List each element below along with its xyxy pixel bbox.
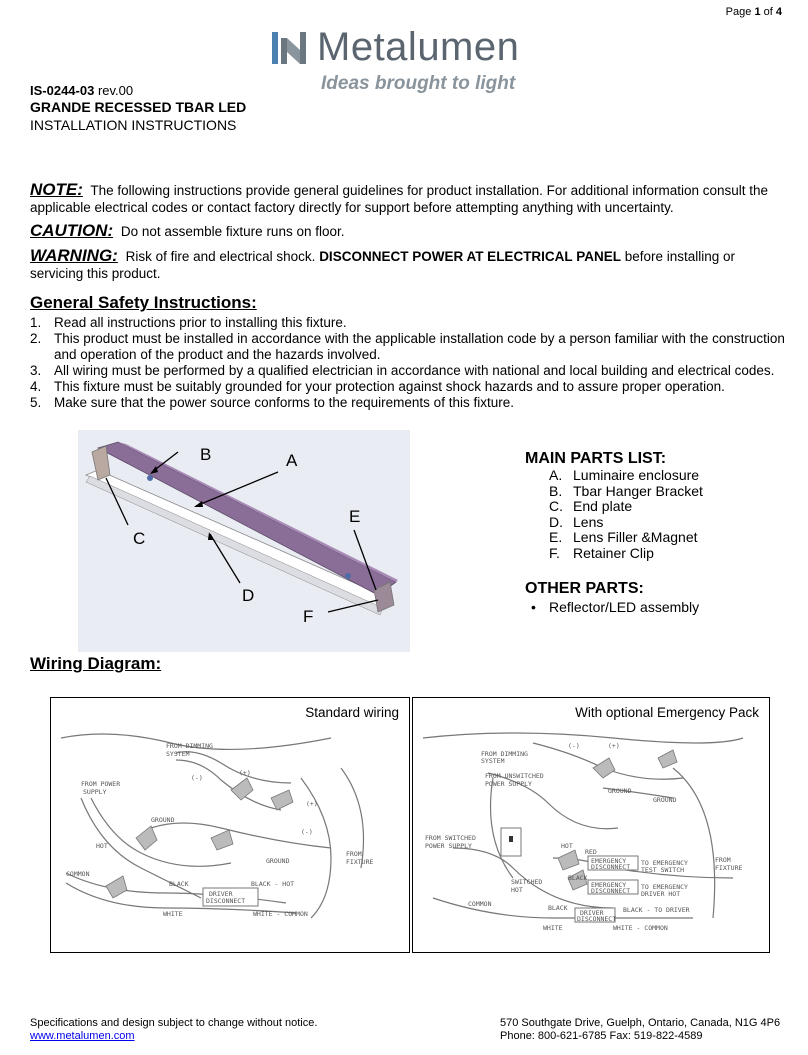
list-item: A. Luminaire enclosure <box>549 467 700 483</box>
wire-label: BLACK <box>568 874 588 882</box>
wire-label: FROM SWITCHED <box>425 834 476 842</box>
wire-label: DISCONNECT <box>206 897 246 905</box>
wire-label: FROM UNSWITCHED <box>485 772 544 780</box>
wire-label: GROUND <box>608 787 632 795</box>
callout-a: A <box>286 451 298 470</box>
wire-label: EMERGENCY <box>591 881 627 889</box>
callout-e: E <box>349 507 361 526</box>
standard-wiring-panel <box>50 697 410 953</box>
wire-label: SUPPLY <box>83 788 107 796</box>
bullet-icon: • <box>531 599 536 615</box>
wire-label: TEST SWITCH <box>641 866 685 874</box>
wire-label: (+) <box>608 742 620 750</box>
list-item: 1. Read all instructions prior to installing this fixture. <box>30 315 347 330</box>
wire-label: POWER SUPPLY <box>485 780 532 788</box>
wire-label: DRIVER <box>209 890 233 898</box>
list-item: B. Tbar Hanger Bracket <box>549 482 703 499</box>
other-parts-list <box>525 580 699 616</box>
footer-disclaimer: Specifications and design subject to change without notice. <box>30 1017 318 1029</box>
list-item: D. Lens <box>549 513 604 530</box>
wire-label: BLACK - TO DRIVER <box>623 906 690 914</box>
wire-label: SYSTEM <box>481 757 505 765</box>
wire-label: FIXTURE <box>346 858 374 866</box>
warning-paragraph: WARNING: Risk of fire and electrical shock. DISCONNECT POWER AT ELECTRICAL PANEL before installing or servicing this product. <box>30 246 736 281</box>
wire-label: BLACK <box>169 880 189 888</box>
callout-b: B <box>200 445 212 464</box>
wire-label: COMMON <box>66 870 90 878</box>
document-title: GRANDE RECESSED TBAR LED <box>30 99 247 115</box>
wire-label: FROM <box>346 850 362 858</box>
list-item: 4. This fixture must be suitably grounded for your protection against shock hazards and to assure proper operation. <box>30 379 725 394</box>
caution-paragraph: CAUTION: Do not assemble fixture runs on floor. <box>30 221 345 240</box>
list-item: 2. This product must be installed in accordance with the applicable installation code by a person familiar with the construction and operation of the product and the hazards involved. <box>30 331 785 362</box>
logo-wordmark: Metalumen <box>317 25 520 69</box>
wire-label: (+) <box>306 800 318 808</box>
callout-c: C <box>133 529 146 548</box>
wire-label: GROUND <box>266 857 290 865</box>
wire-label: SWITCHED <box>511 878 543 886</box>
wire-label: FROM POWER <box>81 780 121 788</box>
list-item: 3. All wiring must be performed by a qualified electrician in accordance with national and local building and electrical codes. <box>30 363 775 378</box>
wire-label: HOT <box>96 842 108 850</box>
list-item: F. Retainer Clip <box>549 544 654 561</box>
wire-label: TO EMERGENCY <box>641 859 688 867</box>
emergency-wiring-diagram <box>413 698 767 950</box>
other-parts-heading: OTHER PARTS: <box>525 580 644 597</box>
wire-label: RED <box>585 848 597 856</box>
standard-wiring-diagram <box>51 698 407 950</box>
wire-label: GROUND <box>653 796 677 804</box>
wire-label: WHITE - COMMON <box>253 910 308 918</box>
callout-d: D <box>242 586 255 605</box>
parts-heading: MAIN PARTS LIST: <box>525 450 667 467</box>
note-paragraph: NOTE: The following instructions provide general guidelines for product installation. For additional information consult the applicable electrical codes or contact factory directly for support before attempting anything with uncertainty. <box>30 180 769 215</box>
metalumen-logo-icon <box>272 30 306 64</box>
list-item: • Reflector/LED assembly <box>531 599 700 615</box>
website-link[interactable]: www.metalumen.com <box>30 1030 135 1042</box>
footer-address: 570 Southgate Drive, Guelph, Ontario, Canada, N1G 4P6 <box>500 1017 781 1029</box>
emergency-wiring-panel <box>412 697 770 953</box>
wire-label: (-) <box>301 828 313 836</box>
safety-heading: General Safety Instructions: <box>30 293 257 312</box>
wire-label: DISCONNECT <box>591 887 631 895</box>
wire-label: EMERGENCY <box>591 857 627 865</box>
document-id: IS-0244-03 rev.00 <box>30 83 134 98</box>
list-item: E. Lens Filler &Magnet <box>549 529 698 545</box>
footer-left <box>30 1017 317 1043</box>
wire-label: DISCONNECT <box>577 915 617 923</box>
wire-label: FIXTURE <box>715 864 743 872</box>
wiring-heading: Wiring Diagram: <box>30 654 162 673</box>
footer-right <box>500 1017 780 1043</box>
wire-label: TO EMERGENCY <box>641 883 688 891</box>
list-item: 5. Make sure that the power source conforms to the requirements of this fixture. <box>30 395 514 410</box>
wire-label: DISCONNECT <box>591 863 631 871</box>
wire-label: WHITE <box>163 910 183 918</box>
footer-phone: Phone: 800-621-6785 Fax: 519-822-4589 <box>500 1030 703 1042</box>
page-number: Page 1 of 4 <box>725 6 782 18</box>
main-parts-list <box>525 450 703 561</box>
wire-label: (+) <box>239 769 251 777</box>
wire-label: SYSTEM <box>166 750 190 758</box>
logo-tagline: Ideas brought to light <box>321 73 516 94</box>
wire-label: FROM <box>715 856 731 864</box>
wire-label: HOT <box>511 886 523 894</box>
safety-list <box>30 315 800 411</box>
wire-label: FROM DIMMING <box>481 750 528 758</box>
emergency-wiring-title: With optional Emergency Pack <box>575 705 759 720</box>
wire-label: BLACK <box>548 904 568 912</box>
wire-label: FROM DIMMING <box>166 742 213 750</box>
wire-label: DRIVER HOT <box>641 890 681 898</box>
list-item: C. End plate <box>549 498 633 514</box>
wire-label: WHITE <box>543 924 563 932</box>
wire-label: BLACK - HOT <box>251 880 295 888</box>
wire-label: HOT <box>561 842 573 850</box>
wire-label: (-) <box>568 742 580 750</box>
wire-label: POWER SUPPLY <box>425 842 472 850</box>
wire-label: (-) <box>191 774 203 782</box>
wire-label: WHITE - COMMON <box>613 924 668 932</box>
document-subtitle: INSTALLATION INSTRUCTIONS <box>30 117 237 133</box>
wire-label: DRIVER <box>580 909 604 917</box>
wire-label: GROUND <box>151 816 175 824</box>
callout-f: F <box>303 607 314 626</box>
wire-label: COMMON <box>468 900 492 908</box>
fixture-illustration <box>78 430 410 652</box>
standard-wiring-title: Standard wiring <box>305 705 399 720</box>
